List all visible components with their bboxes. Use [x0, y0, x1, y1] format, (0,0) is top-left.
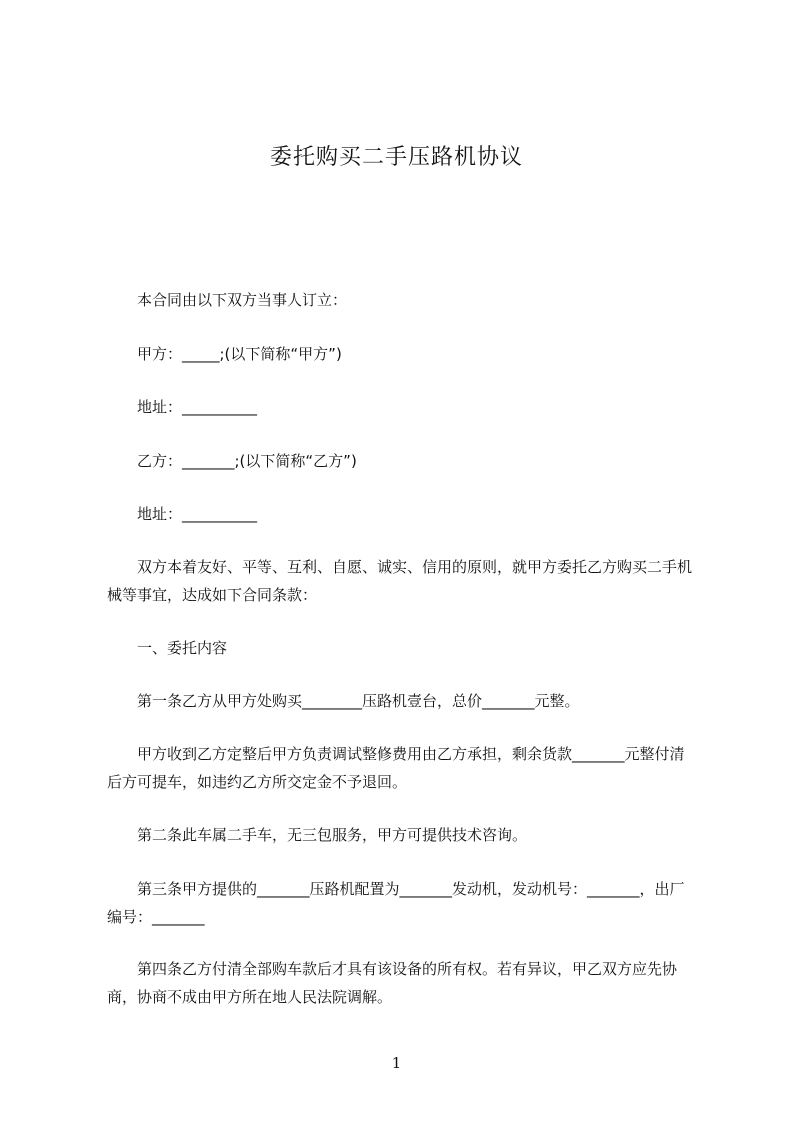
document-title: 委托购买二手压路机协议	[269, 145, 523, 170]
principles-paragraph: 双方本着友好、平等、互利、自愿、诚实、信用的原则，就甲方委托乙方购买二手机械等事宜，达成如下合同条款：	[107, 558, 693, 604]
article-4-paragraph: 第四条乙方付清全部购车款后才具有该设备的所有权。若有异议，甲乙双方应先协商，协商不成由甲方所在地人民法院调解。	[107, 960, 678, 1006]
payment-paragraph: 甲方收到乙方定整后甲方负责调试整修费用由乙方承担，剩余货款_______元整付清后方可提车，如违约乙方所交定金不予退回。	[107, 745, 685, 791]
section-heading-1: 一、委托内容	[137, 639, 228, 657]
party-a-address-line: 地址：__________	[137, 398, 258, 416]
party-b-address-line: 地址：__________	[137, 505, 258, 523]
party-b-line: 乙方：_______;(以下简称“乙方”)	[137, 452, 357, 470]
article-3-paragraph: 第三条甲方提供的_______压路机配置为_______发动机，发动机号：_______，出厂编号：_______	[107, 880, 685, 926]
intro-paragraph: 本合同由以下双方当事人订立：	[137, 291, 348, 309]
article-1-paragraph: 第一条乙方从甲方处购买________压路机壹台，总价_______元整。	[137, 692, 580, 710]
page-number: 1	[391, 1054, 402, 1072]
article-2-paragraph: 第二条此车属二手车，无三包服务，甲方可提供技术咨询。	[137, 826, 528, 844]
party-a-line: 甲方：_____;(以下简称“甲方”)	[137, 345, 342, 363]
